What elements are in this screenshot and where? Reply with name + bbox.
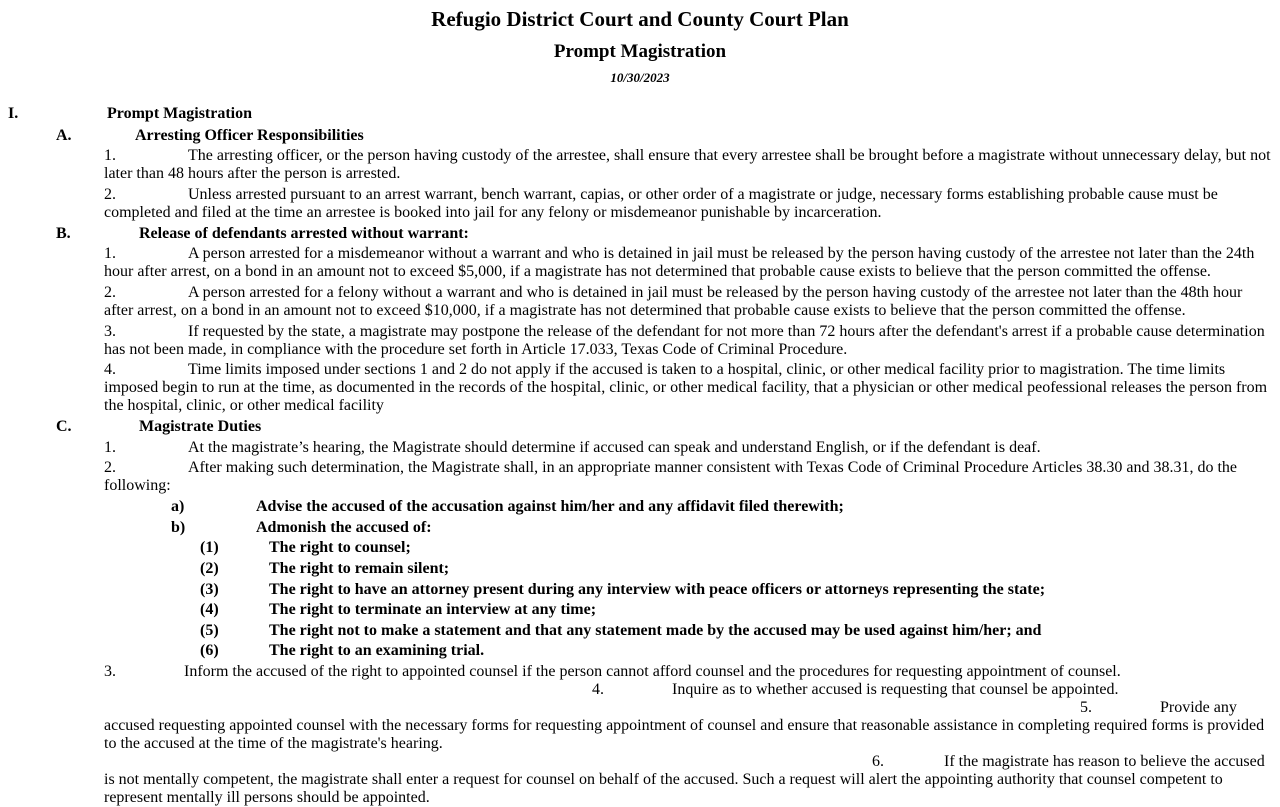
c-item-5-text-rest: accused requesting appointed counsel with the necessary forms for requesting appointment of counsel and ensure that reasonable assistance in completing required forms is provided to the accused at the time of the magistrate's hearing.: [104, 717, 1265, 752]
b-item-1: [104, 245, 1274, 281]
b-item-3-number: 3.: [104, 323, 116, 340]
right-6-text: The right to an examining trial.: [269, 642, 485, 659]
section-title: Prompt Magistration: [107, 105, 253, 122]
a-item-1-text: The arresting officer, or the person having custody of the arrestee, shall ensure that every arrestee shall be brought before a magistrate without unnecessary delay, but not later than 48 hours after the person is arrested.: [104, 147, 1271, 182]
right-5-number: (5): [200, 622, 219, 639]
right-1-number: (1): [200, 539, 219, 556]
a-item-2-text: Unless arrested pursuant to an arrest warrant, bench warrant, capias, or other order of a magistrate or judge, necessary forms establishing probable cause must be completed and filed at the time an arrestee is booked into jail for any felony or misdemeanor punishable by incarceration.: [104, 186, 1218, 221]
c-item-3-text: Inform the accused of the right to appointed counsel if the person cannot afford counsel and the procedures for requesting appointment of counsel.: [184, 663, 1121, 680]
subsection-b-letter: B.: [56, 225, 71, 242]
c-item-1-text: At the magistrate’s hearing, the Magistrate should determine if accused can speak and understand English, or if the defendant is deaf.: [188, 439, 1041, 456]
c-item-2-text: After making such determination, the Magistrate shall, in an appropriate manner consistent with Texas Code of Criminal Procedure Articles 38.30 and 38.31, do the following:: [104, 459, 1237, 494]
c-item-6-number: 6.: [872, 753, 884, 770]
b-item-3: [104, 323, 1274, 359]
a-item-2: [104, 186, 1274, 222]
c-item-1-number: 1.: [104, 439, 116, 456]
document-date: 10/30/2023: [610, 70, 670, 85]
subsection-a-letter: A.: [56, 127, 72, 144]
sub-b-text: Admonish the accused of:: [256, 519, 432, 536]
c-item-4-text: Inquire as to whether accused is requesting that counsel be appointed.: [672, 681, 1119, 698]
right-6-number: (6): [200, 642, 219, 659]
sub-a-label: a): [171, 498, 185, 515]
c-item-2: [104, 459, 1274, 495]
a-item-1: [104, 147, 1274, 183]
document-title: Refugio District Court and County Court Plan: [431, 7, 849, 31]
right-4-number: (4): [200, 601, 219, 618]
c-item-6-text-rest: is not mentally competent, the magistrate shall enter a request for counsel on behalf of the accused. Such a request will alert the appointing authority that counsel competent to represent mentally ill persons should be appointed.: [104, 771, 1223, 806]
b-item-1-number: 1.: [104, 245, 116, 262]
b-item-2-number: 2.: [104, 284, 116, 301]
c-item-5-number: 5.: [1080, 699, 1092, 716]
right-3-number: (3): [200, 581, 219, 598]
b-item-4-number: 4.: [104, 361, 116, 378]
c-item-3-number: 3.: [104, 663, 116, 680]
right-3-text: The right to have an attorney present during any interview with peace officers or attorneys representing the state;: [269, 581, 1046, 598]
a-item-2-number: 2.: [104, 186, 116, 203]
b-item-4: [104, 361, 1274, 415]
b-item-2-text: A person arrested for a felony without a warrant and who is detained in jail must be released by the person having custody of the arrestee not later than the 48th hour after arrest, on a bond in an amount not to exceed $10,000, if a magistrate has not determined that probable cause exists to believe that the person committed the offense.: [104, 284, 1243, 319]
subsection-a-title: Arresting Officer Responsibilities: [135, 127, 364, 144]
b-item-2: [104, 284, 1274, 320]
sub-b-label: b): [171, 519, 186, 536]
c-item-5-text-first: Provide any: [1160, 699, 1237, 716]
c-item-4-number: 4.: [592, 681, 604, 698]
subsection-c-letter: C.: [56, 418, 72, 435]
c-item-6-text-first: If the magistrate has reason to believe the accused: [944, 753, 1265, 770]
sub-a-text: Advise the accused of the accusation against him/her and any affidavit filed therewith;: [256, 498, 844, 515]
right-2-number: (2): [200, 560, 219, 577]
a-item-1-number: 1.: [104, 147, 116, 164]
b-item-1-text: A person arrested for a misdemeanor without a warrant and who is detained in jail must be released by the person having custody of the arrestee not later than the 24th hour after arrest, on a bond in an amount not to exceed $5,000, if a magistrate has not determined that probable cause exists to believe that the person committed the offense.: [104, 245, 1255, 280]
section-number: I.: [8, 105, 19, 122]
c-item-1: [104, 439, 1274, 457]
right-4-text: The right to terminate an interview at any time;: [269, 601, 597, 618]
subsection-c-title: Magistrate Duties: [139, 418, 262, 435]
c-item-2-number: 2.: [104, 459, 116, 476]
b-item-3-text: If requested by the state, a magistrate may postpone the release of the defendant for not more than 72 hours after the defendant's arrest if a probable cause determination has not been made, in compliance with the procedure set forth in Article 17.033, Texas Code of Criminal Procedure.: [104, 323, 1265, 358]
right-2-text: The right to remain silent;: [269, 560, 450, 577]
right-5-text: The right not to make a statement and that any statement made by the accused may be used against him/her; and: [269, 622, 1042, 639]
right-1-text: The right to counsel;: [269, 539, 411, 556]
subsection-b-title: Release of defendants arrested without warrant:: [139, 225, 469, 242]
document-subtitle: Prompt Magistration: [553, 41, 727, 62]
b-item-4-text: Time limits imposed under sections 1 and 2 do not apply if the accused is taken to a hospital, clinic, or other medical facility prior to magistration. The time limits imposed begin to run at the time, as documented in the records of the hospital, clinic, or other medical facility, that a physician or other medical peofessional releases the person from the hospital, clinic, or other medical facility: [104, 361, 1268, 414]
